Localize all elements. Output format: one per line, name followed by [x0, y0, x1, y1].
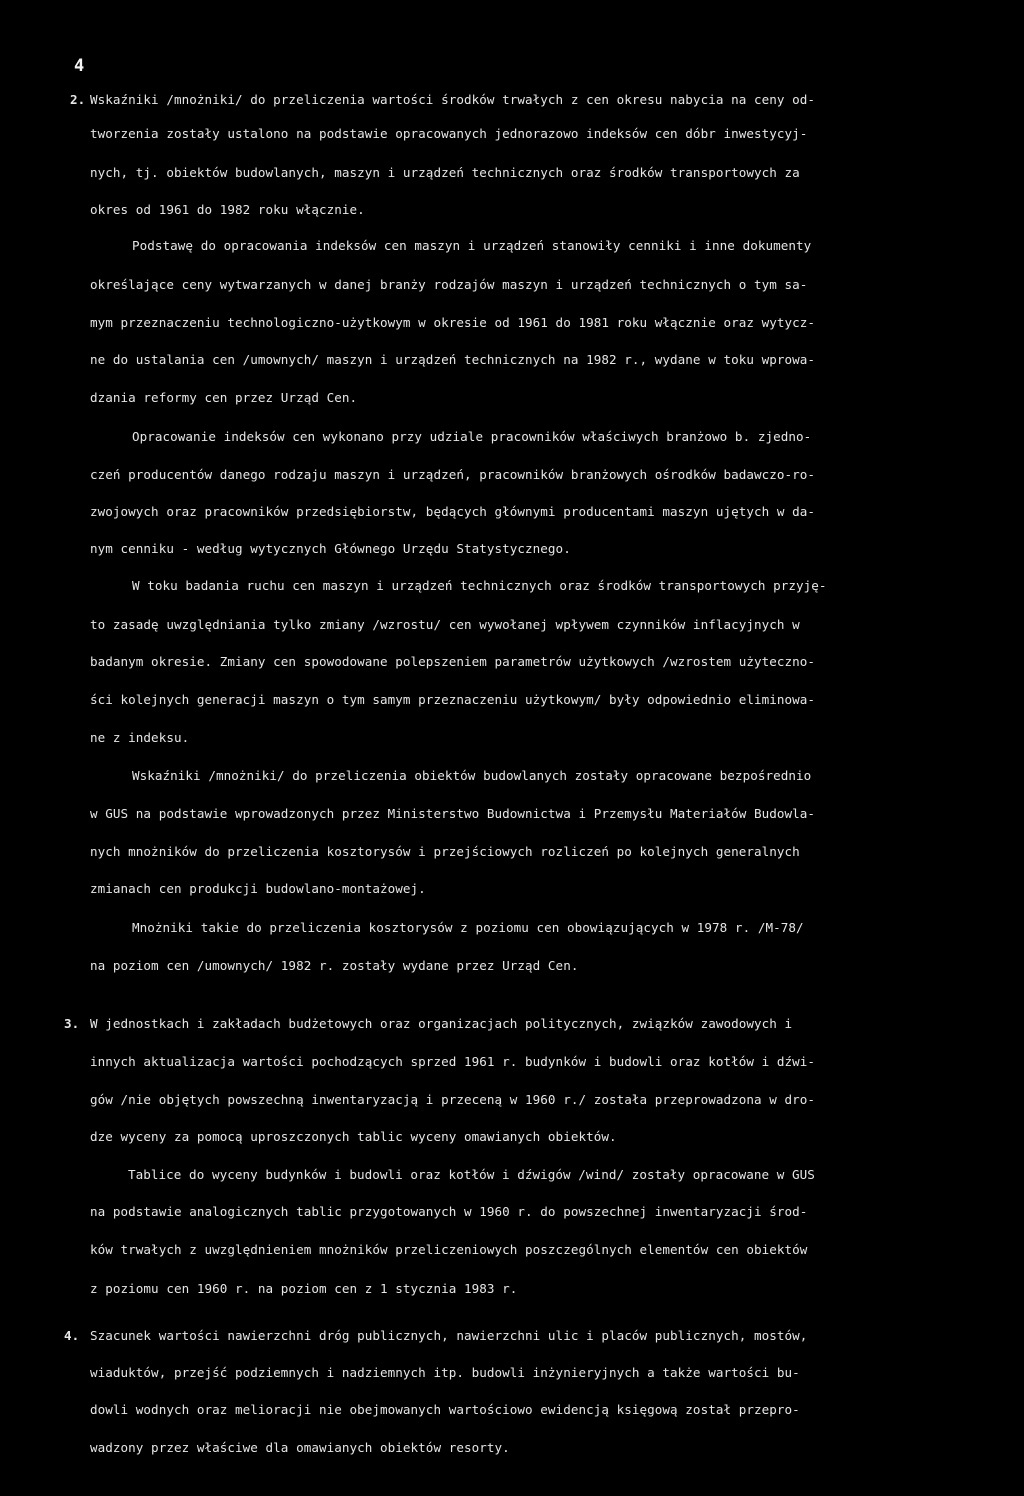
text-line: W jednostkach i zakładach budżetowych oraz organizacjach politycznych, związków zawodowych i — [90, 1016, 793, 1031]
text-line: na podstawie analogicznych tablic przygotowanych w 1960 r. do powszechnej inwentaryzacji środ- — [90, 1204, 808, 1219]
text-line: Podstawę do opracowania indeksów cen maszyn i urządzeń stanowiły cenniki i inne dokumenty — [132, 238, 812, 253]
text-line: z poziomu cen 1960 r. na poziom cen z 1 stycznia 1983 r. — [90, 1281, 518, 1296]
text-line: zmianach cen produkcji budowlano-montażowej. — [90, 881, 426, 896]
text-line: gów /nie objętych powszechną inwentaryzacją i przeceną w 1960 r./ została przeprowadzona w dro- — [90, 1092, 816, 1107]
text-line: Tablice do wyceny budynków i budowli oraz kotłów i dźwigów /wind/ zostały opracowane w GUS — [128, 1167, 815, 1182]
text-line: innych aktualizacja wartości pochodzących sprzed 1961 r. budynków i budowli oraz kotłów i dźwi- — [90, 1054, 816, 1069]
section-4-marker: 4. — [64, 1328, 80, 1343]
text-line: dowli wodnych oraz melioracji nie obejmowanych wartościowo ewidencją księgową został przepro- — [90, 1402, 800, 1417]
text-line: nym cenniku - według wytycznych Głównego Urzędu Statystycznego. — [90, 541, 571, 556]
text-line: na poziom cen /umownych/ 1982 r. zostały wydane przez Urząd Cen. — [90, 958, 579, 973]
text-line: Mnożniki takie do przeliczenia kosztorysów z poziomu cen obowiązujących w 1978 r. /M-78/ — [132, 920, 804, 935]
text-line: Wskaźniki /mnożniki/ do przeliczenia wartości środków trwałych z cen okresu nabycia na ceny od- — [90, 92, 816, 107]
text-line: wiaduktów, przejść podziemnych i nadziemnych itp. budowli inżynieryjnych a także wartości bu- — [90, 1365, 800, 1380]
text-line: w GUS na podstawie wprowadzonych przez Ministerstwo Budownictwa i Przemysłu Materiałów Budowla- — [90, 806, 816, 821]
text-line: Opracowanie indeksów cen wykonano przy udziale pracowników właściwych branżowo b. zjedno- — [132, 429, 812, 444]
text-line: okres od 1961 do 1982 roku włącznie. — [90, 202, 365, 217]
text-line: tworzenia zostały ustalono na podstawie opracowanych jednorazowo indeksów cen dóbr inwestycyj- — [90, 126, 808, 141]
text-line: W toku badania ruchu cen maszyn i urządzeń technicznych oraz środków transportowych przyję- — [132, 578, 827, 593]
section-2-marker: 2. — [70, 92, 86, 107]
text-line: nych mnożników do przeliczenia kosztorysów i przejściowych rozliczeń po kolejnych generalnych — [90, 844, 800, 859]
text-line: określające ceny wytwarzanych w danej branży rodzajów maszyn i urządzeń technicznych o tym sa- — [90, 277, 808, 292]
text-line: to zasadę uwzględniania tylko zmiany /wzrostu/ cen wywołanej wpływem czynników inflacyjnych w — [90, 617, 800, 632]
text-line: dze wyceny za pomocą uproszczonych tablic wyceny omawianych obiektów. — [90, 1129, 617, 1144]
text-line: zwojowych oraz pracowników przedsiębiorstw, będących głównymi producentami maszyn ujętych w da- — [90, 504, 816, 519]
text-line: badanym okresie. Zmiany cen spowodowane polepszeniem parametrów użytkowych /wzrostem użyteczno- — [90, 654, 816, 669]
text-line: mym przeznaczeniu technologiczno-użytkowym w okresie od 1961 do 1981 roku włącznie oraz wytycz- — [90, 315, 816, 330]
text-line: wadzony przez właściwe dla omawianych obiektów resorty. — [90, 1440, 510, 1455]
text-line: dzania reformy cen przez Urząd Cen. — [90, 390, 358, 405]
text-line: czeń producentów danego rodzaju maszyn i urządzeń, pracowników branżowych ośrodków badawczo-ro- — [90, 467, 816, 482]
text-line: ne z indeksu. — [90, 730, 190, 745]
text-line: Wskaźniki /mnożniki/ do przeliczenia obiektów budowlanych zostały opracowane bezpośrednio — [132, 768, 812, 783]
text-line: ków trwałych z uwzględnieniem mnożników przeliczeniowych poszczególnych elementów cen obiektów — [90, 1242, 808, 1257]
section-3-marker: 3. — [64, 1016, 80, 1031]
text-line: Szacunek wartości nawierzchni dróg publicznych, nawierzchni ulic i placów publicznych, mostów, — [90, 1328, 808, 1343]
text-line: ści kolejnych generacji maszyn o tym samym przeznaczeniu użytkowym/ były odpowiednio eliminowa- — [90, 692, 816, 707]
page-number: 4 — [74, 56, 85, 76]
text-line: nych, tj. obiektów budowlanych, maszyn i urządzeń technicznych oraz środków transportowych za — [90, 165, 800, 180]
text-line: ne do ustalania cen /umownych/ maszyn i urządzeń technicznych na 1982 r., wydane w toku wprowa- — [90, 352, 816, 367]
